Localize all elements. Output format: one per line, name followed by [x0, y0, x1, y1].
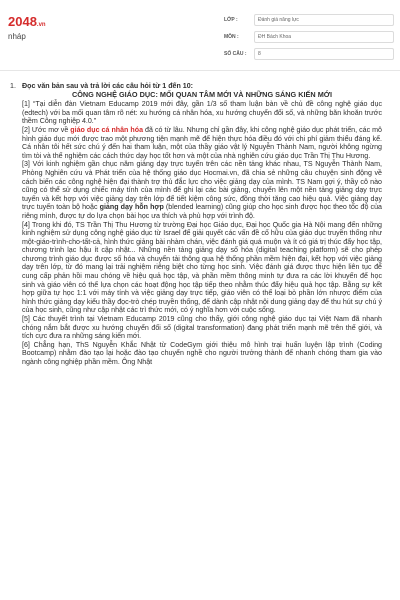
logo-text: 2048: [8, 14, 37, 29]
class-field: Đánh giá năng lực: [254, 14, 394, 26]
paragraph-2-rest: đã có từ lâu. Nhưng chỉ gần đây, khi công nghệ giáo dục phát triển, các mô hình giáo dục mới được trao một phương tiện mạnh mẽ để hiện thực hóa điều đó với chi phí giảm thiểu đáng kể. Cá nhân tôi hết sức chú ý đến hai tham luận, một của thầy giáo vật lý Nguyễn Thành Nam, người không ngừng tìm tòi và thể nghiệm các cách thức dạy học tốt hơn và một của nhà nghiên cứu giáo dục Trần Thị Thu Hương.: [22, 125, 382, 160]
question-instruction: Đọc văn bản sau và trả lời các câu hỏi từ 1 đến 10:: [22, 82, 194, 90]
paragraph-4: [4] Trong khi đó, TS Trần Thị Thu Hương từ trường Đại học Giáo dục, Đại học Quốc gia Hà Nội mang đến những kinh nghiệm sử dụng công nghệ giáo dục từ Israel để giải quyết các vấn đề cố hữu của giáo dục truyền thống như một-giáo-trình-cho-tất-cả, hình thức giảng bài nhàm chán, việc đánh giá quá muộn và ít có giá trị thúc đẩy học tập, chương trình lạc hậu ít cập nhật... Những nền tảng giảng dạy số hóa (digital teaching platform) sẽ cho phép chương trình giáo dục được số hóa và chuyển tải thông qua hệ thống phần mềm hiện đại, kết hợp với việc giảng dạy trên lớp, từ đó mang lại trải nghiệm riêng biệt cho từng học sinh. Việc đánh giá được thực hiện liên tục để cung cấp phản hồi mau chóng về hiệu quả học tập, và phần mềm thông minh tự đưa ra các lời khuyến để học sinh và giáo viên có thể lựa chọn các hoạt động học tập tiếp theo nhằm thúc đẩy hiệu quả học tập. Bằng sự kết hợp giữa tự học 1:1 với máy tính và việc giảng dạy trực tiếp, giáo viên có thể loại bỏ phần lớn nhược điểm của hình thức giảng dạy kiểu thầy đọc-trò chép truyền thống, để dành cập nhật nội dung giảng dạy để thu hút sự chú ý của học sinh, cũng như cập nhật các trì thức mới, có ý nghĩa hơn với cuộc sống.: [22, 220, 382, 315]
meta-row-subject: [224, 28, 394, 45]
question-count-label: SỐ CÂU :: [224, 50, 247, 57]
site-logo[interactable]: [8, 14, 46, 29]
page-subtitle: nháp: [8, 32, 26, 41]
meta-row-count: [224, 45, 394, 62]
question-count-field: 8: [254, 48, 394, 60]
paragraph-2-start: [2] Ước mơ về: [22, 125, 71, 134]
page-header: [0, 0, 400, 68]
header-divider: [0, 70, 400, 71]
highlight-personalized-education: giáo dục cá nhân hóa: [70, 125, 144, 134]
subject-field: ĐH Bách Khoa: [254, 31, 394, 43]
paragraph-3: [22, 160, 382, 220]
paragraph-1: [1] “Tại diễn đàn Vietnam Educamp 2019 mới đây, gần 1/3 số tham luận bàn về chủ đề công nghệ giáo dục (edtech) với ba mối quan tâm rõ nét: xu hướng cá nhân hóa, xu hướng chuyển đổi số, và những băn khoăn trước thềm Công nghiệp 4.0.”: [22, 100, 382, 126]
paragraph-3-start: [3] Với kinh nghiệm gần chục năm giảng dạy trực tuyến trên các nền tảng khác nhau, TS Nguyễn Thành Nam, Phòng Nghiên cứu và Phát triển của hệ thống giáo dục Hocmai.vn, đã chia sẻ những câu chuyện sinh động về cách biến các công nghệ hiện đại thành trợ thủ đắc lực cho việc giảng dạy của mình. TS Nam gợi ý, thầy cô nào cũng có thể sử dụng chiếc máy tính của mình để ghi lại các bài giảng, chuyển lên một nền tảng giảng dạy trực tuyến và kết hợp với việc giảng dạy trên lớp để tiết kiệm công sức, đồng thời tăng cao hiệu quả. Việc giảng dạy trực tuyến toàn bộ hoặc: [22, 160, 382, 212]
paragraph-6: [6] Chẳng hạn, ThS Nguyễn Khắc Nhật từ CodeGym giới thiệu mô hình trại huấn luyện lập trình (Coding Bootcamp) nhằm đào tạo lại hoặc đào tạo chuyển nghề cho người trưởng thành để nhanh chóng tham gia vào ngành công nghiệp phần mềm. Ông Nhật: [22, 340, 382, 366]
highlight-blended-learning: giảng dạy hỗn hợp: [99, 203, 164, 212]
class-label: LỚP :: [224, 16, 238, 23]
meta-info-panel: [224, 11, 394, 62]
paragraph-3-rest: (blended learning) cũng giúp cho học sinh được học theo tốc độ của riêng mình, được tự do lựa chọn bài học ưa thích và phù hợp với trình độ.: [22, 203, 382, 220]
meta-row-class: [224, 11, 394, 28]
paragraph-5: [5] Các thuyết trình tại Vietnam Educamp 2019 cũng cho thấy, giới công nghệ giáo dục tại Việt Nam đã nhanh chóng nắm bắt được xu hướng chuyển đổi số (digital transformation) đang phát triển mạnh mẽ trên thế giới, và tích cực đưa ra những sáng kiến mới.: [22, 315, 382, 341]
passage-title: CÔNG NGHỆ GIÁO DỤC: MỐI QUAN TÂM MỚI VÀ NHỮNG SÁNG KIẾN MỚI: [71, 89, 333, 99]
subject-label: MÔN :: [224, 33, 239, 40]
question-content: [10, 82, 382, 367]
question-number: 1.: [10, 82, 16, 90]
logo-suffix: .vn: [36, 22, 46, 28]
paragraph-2: [22, 126, 382, 160]
